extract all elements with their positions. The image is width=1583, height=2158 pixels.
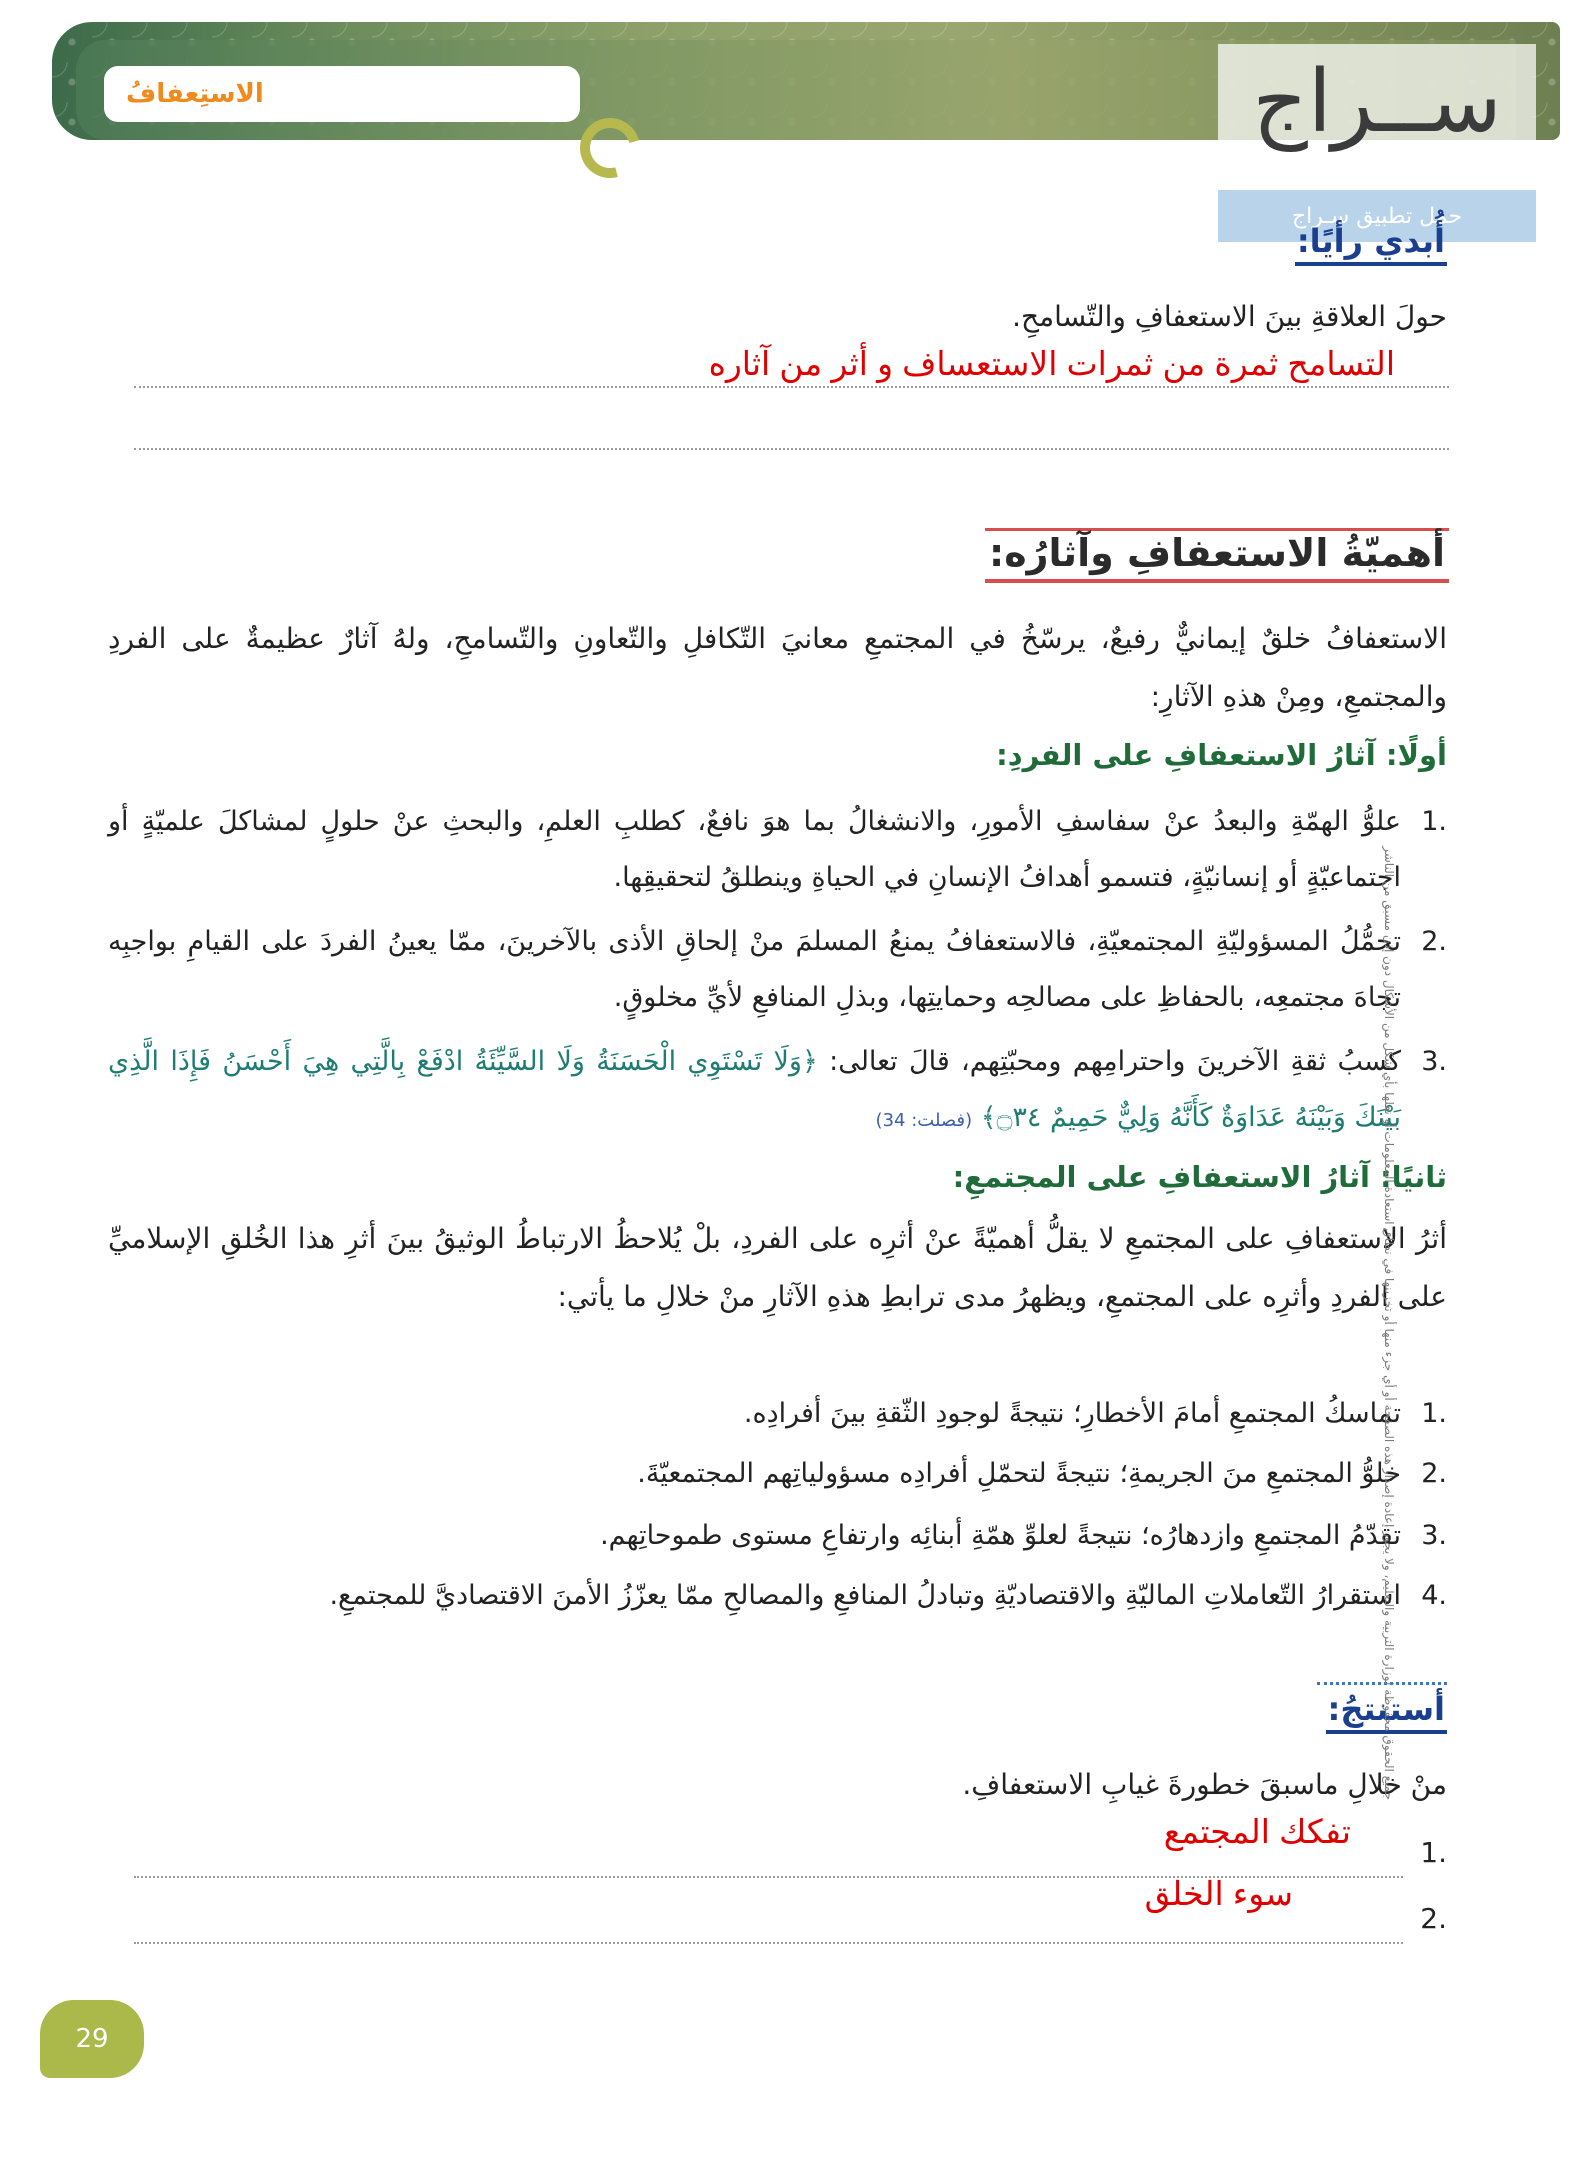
- item-number: .4: [1421, 1580, 1447, 1611]
- item-text: استقرارُ التّعاملاتِ الماليّةِ والاقتصاديّةِ وتبادلُ المنافعِ والمصالحِ ممّا يعزّزُ الأمنَ الاقتصاديَّ للمجتمعِ.: [329, 1580, 1401, 1611]
- importance-heading: أهميّةُ الاستعفافِ وآثارُه:: [985, 528, 1449, 583]
- conclude-prompt: منْ خلالِ ماسبقَ خطورةَ غيابِ الاستعفافِ.: [962, 1768, 1447, 1801]
- item-number: .3: [1421, 1046, 1447, 1077]
- conclude-item-number: .1: [1420, 1836, 1447, 1869]
- importance-intro: الاستعفافُ خلقٌ إيمانيٌّ رفيعٌ، يرسّخُ في المجتمعِ معانيَ التّكافلِ والتّعاونِ والتّسامحِ، ولهُ آثارٌ عظيمةٌ على الفردِ والمجتمعِ، ومِنْ هذهِ الآثارِ:: [108, 622, 1447, 713]
- siraj-logo: [1218, 44, 1536, 242]
- answer-line: [134, 448, 1449, 450]
- item-number: .2: [1421, 1458, 1447, 1489]
- item-text: علوُّ الهمّةِ والبعدُ عنْ سفاسفِ الأمورِ، والانشغالُ بما هوَ نافعٌ، كطلبِ العلمِ، والبحثِ عنْ حلولٍ لمشاكلَ علميّةٍ أو اجتماعيّةٍ أو إنسانيّةٍ، فتسمو أهدافُ الإنسانِ في الحياةِ وينطلقُ لتحقيقِها.: [108, 806, 1401, 893]
- society-item: [108, 1446, 1447, 1502]
- opinion-answer: التسامح ثمرة من ثمرات الاستعساف و أثر من آثاره: [708, 345, 1395, 382]
- society-item: [108, 1568, 1447, 1624]
- conclude-heading: أستنتجُ:: [1326, 1690, 1447, 1734]
- conclude-answer: تفكك المجتمع: [1163, 1813, 1351, 1850]
- opinion-heading: أُبدي رأيًا:: [1295, 222, 1447, 266]
- item-text: كسبُ ثقةِ الآخرينَ واحترامِهم ومحبّتِهم، قالَ تعالى:: [829, 1046, 1401, 1077]
- answer-line: [134, 1942, 1403, 1944]
- conclude-answer: سوء الخلق: [1144, 1875, 1293, 1912]
- item-number: .1: [1421, 1398, 1447, 1429]
- society-item: [108, 1386, 1447, 1442]
- individual-item: [108, 914, 1447, 1026]
- conclude-item-number: .2: [1420, 1902, 1447, 1935]
- individual-item: [108, 794, 1447, 906]
- item-text: تماسكُ المجتمعِ أمامَ الأخطارِ؛ نتيجةً لوجودِ الثّقةِ بينَ أفرادِه.: [743, 1398, 1401, 1429]
- item-text: خلوُّ المجتمعِ منَ الجريمةِ؛ نتيجةً لتحمّلِ أفرادِه مسؤولياتِهم المجتمعيّةَ.: [637, 1458, 1401, 1489]
- item-number: .1: [1421, 806, 1447, 837]
- opinion-prompt: حولَ العلاقةِ بينَ الاستعفافِ والتّسامحِ.: [1012, 300, 1447, 333]
- item-number: .2: [1421, 926, 1447, 957]
- item-text: تحمُّلُ المسؤوليّةِ المجتمعيّةِ، فالاستعفافُ يمنعُ المسلمَ منْ إلحاقِ الأذى بالآخرينَ، ممّا يعينُ الفردَ على القيامِ بواجبِه تجاهَ مجتمعِه، بالحفاظِ على مصالحِه وحمايتِها، وبذلِ المنافعِ لأيِّ مخلوقٍ.: [108, 926, 1401, 1013]
- verse-citation: (فصلت: 34): [875, 1110, 973, 1131]
- logo-strip: حمل تطبيق سـراج: [1218, 190, 1536, 242]
- item-number: .3: [1421, 1520, 1447, 1551]
- quran-verse: ﴿وَلَا تَسْتَوِي الْحَسَنَةُ وَلَا السَّيِّئَةُ ادْفَعْ بِالَّتِي هِيَ أَحْسَنُ فَإِذَا الَّذِي بَيْنَكَ وَبَيْنَهُ عَدَاوَةٌ كَأَنَّهُ وَلِيٌّ حَمِيمٌ ۝٣٤﴾: [108, 1046, 1401, 1133]
- individual-heading: أولًا: آثارُ الاستعفافِ على الفردِ:: [996, 738, 1447, 772]
- lesson-title: الاستِعفافُ: [104, 66, 580, 122]
- copyright-side-note: جميع الحقوق محفوظة لوزارة التربية والتعليم، ولا يجوز إعادة إصدار هذه الصفحة أو أي جزء منها أو تخزينها في نطاق استعادة المعلومات أو نقلها بأي شكل من الأشكال دون إذن مسبق من الناشر: [1382, 846, 1396, 1800]
- page-number: 29: [40, 2000, 144, 2078]
- society-item: [108, 1508, 1447, 1564]
- item-text: تقدّمُ المجتمعِ وازدهارُه؛ نتيجةً لعلوِّ همّةِ أبنائِه وارتفاعِ مستوى طموحاتِهم.: [600, 1520, 1401, 1551]
- society-heading: ثانيًا: آثارُ الاستعفافِ على المجتمعِ:: [952, 1160, 1447, 1194]
- logo-word: ســراج: [1252, 52, 1502, 152]
- society-intro: أثرُ الاستعفافِ على المجتمعِ لا يقلُّ أهميّةً عنْ أثرِه على الفردِ، بلْ يُلاحظُ الارتباطُ الوثيقُ بينَ أثرِ هذا الخُلقِ الإسلاميِّ على الفردِ وأثرِه على المجتمعِ، ويظهرُ مدى ترابطِ هذهِ الآثارِ منْ خلالِ ما يأتي:: [108, 1222, 1447, 1313]
- answer-line: [134, 386, 1449, 388]
- individual-item: [108, 1034, 1447, 1149]
